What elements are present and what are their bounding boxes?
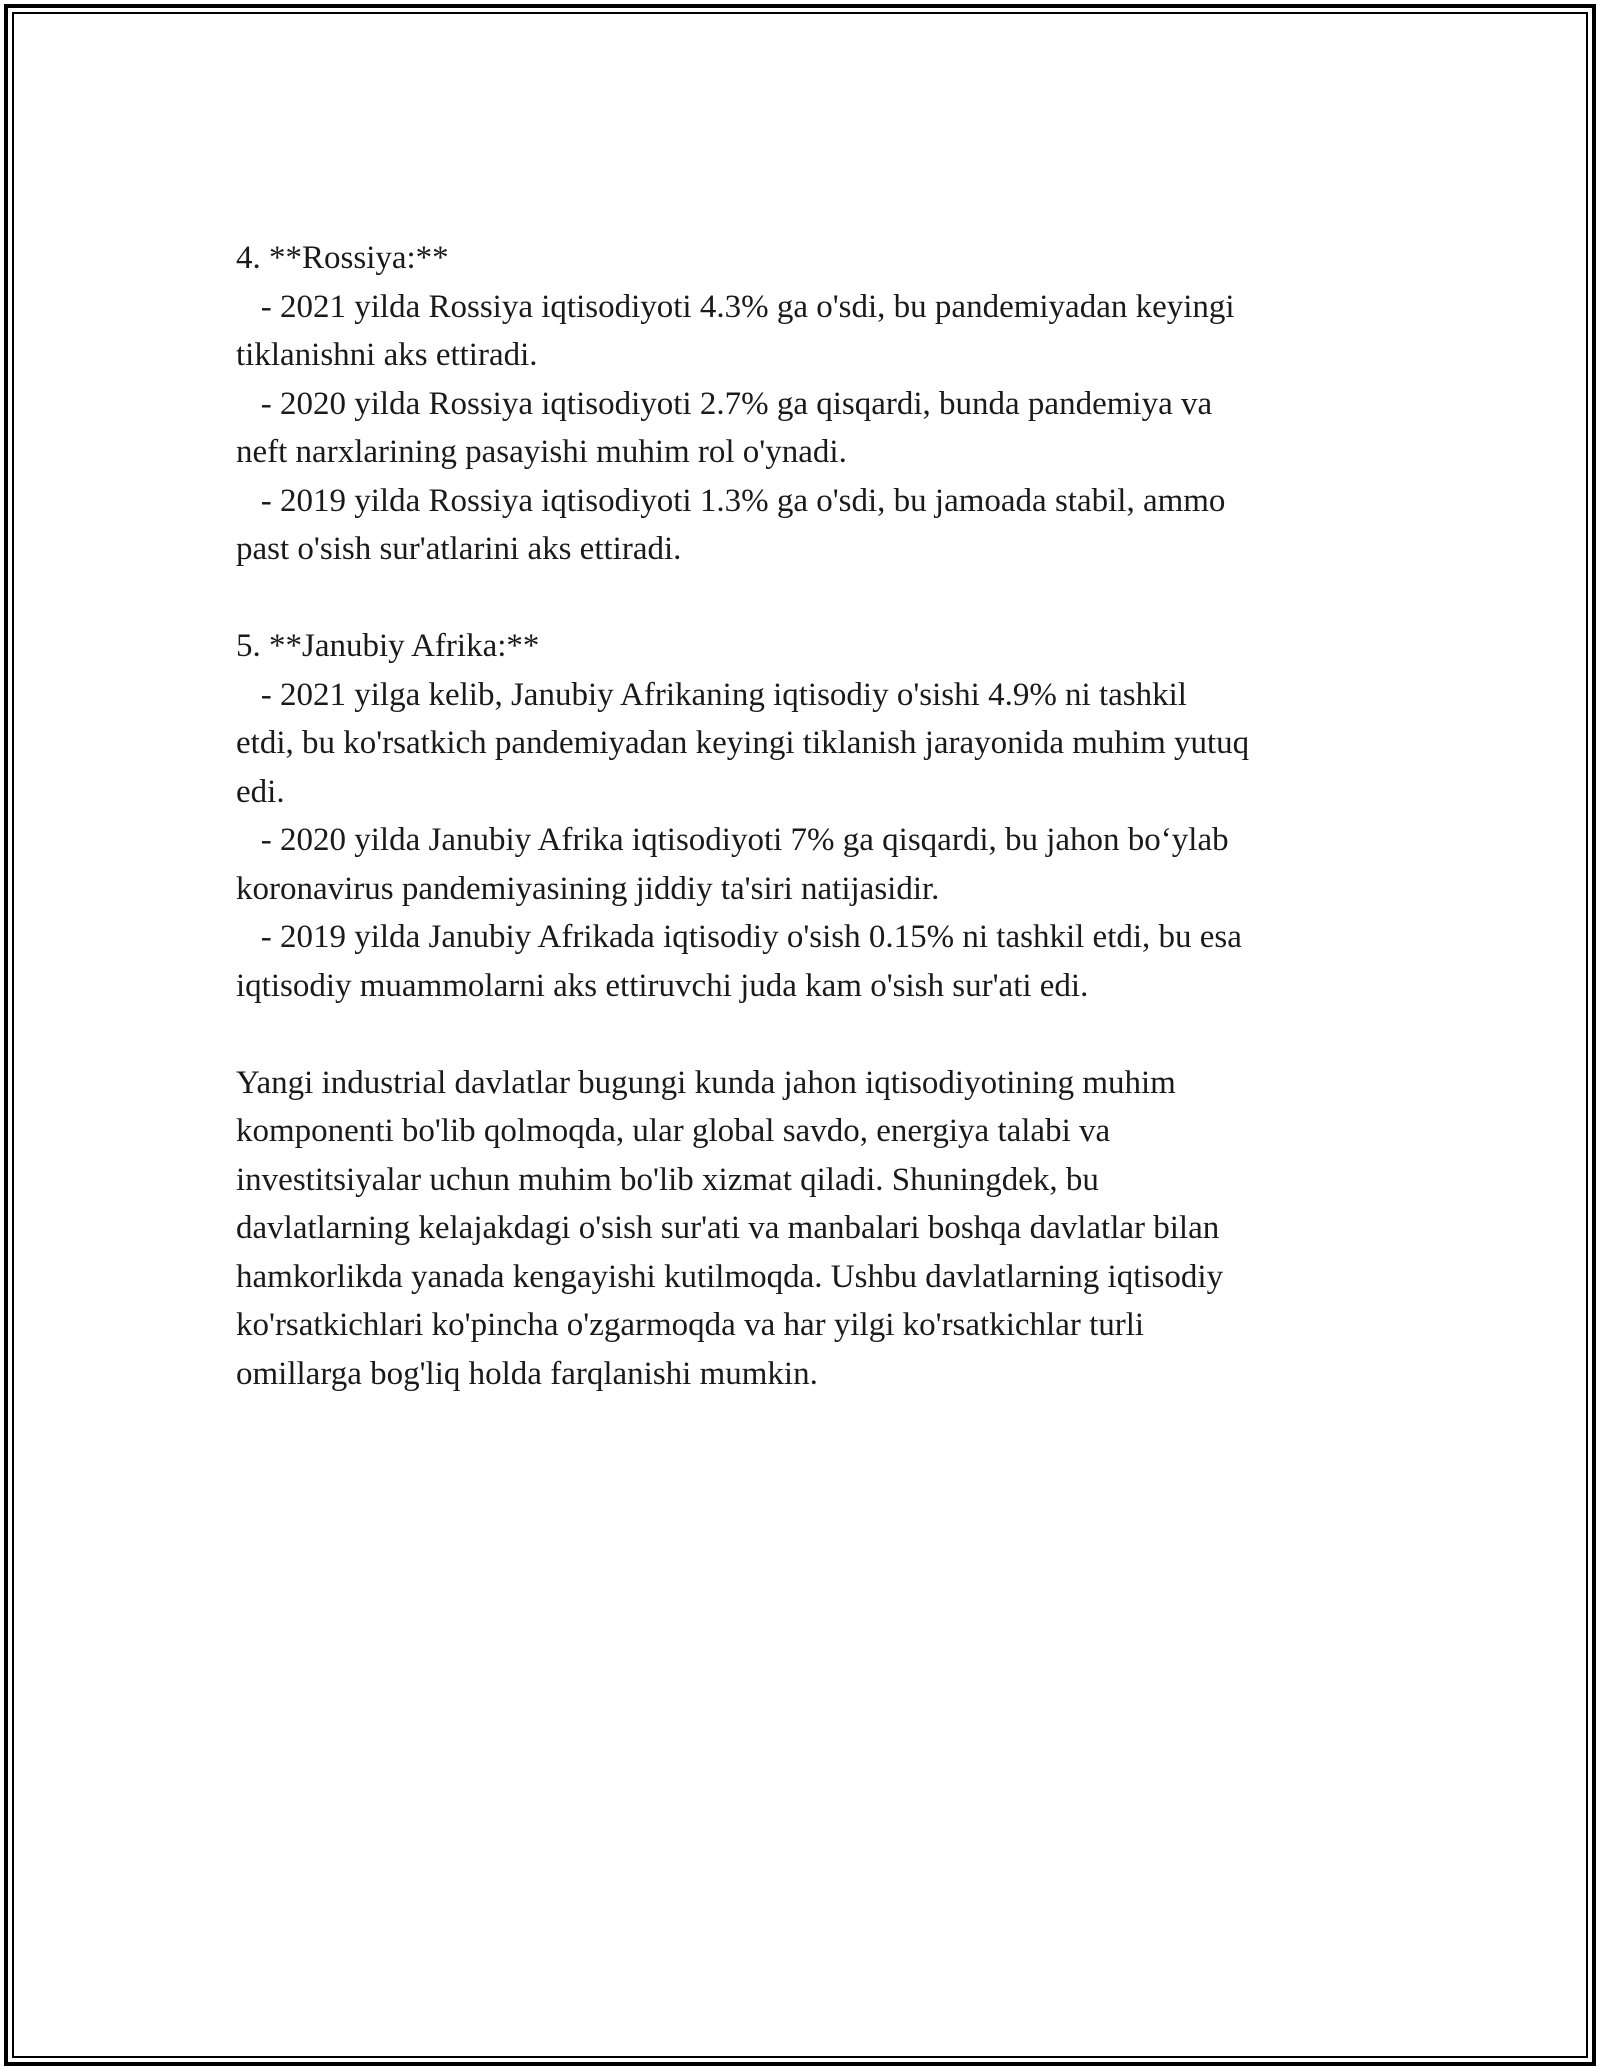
text-line: iqtisodiy muammolarni aks ettiruvchi juda kam o'sish sur'ati edi. xyxy=(236,967,1089,1004)
document-body xyxy=(236,234,1386,1398)
text-line: past o'sish sur'atlarini aks ettiradi. xyxy=(236,531,682,567)
summary-line: komponenti bo'lib qolmoqda, ular global savdo, energiya talabi va xyxy=(236,1113,1111,1149)
summary-line: hamkorlikda yanada kengayishi kutilmoqda. Ushbu davlatlarning iqtisodiy xyxy=(236,1258,1224,1295)
text-line: tiklanishni aks ettiradi. xyxy=(236,337,538,373)
text-line: - 2021 yilga kelib, Janubiy Afrikaning iqtisodiy o'sishi 4.9% ni tashkil xyxy=(236,676,1187,713)
text-line: koronavirus pandemiyasining jiddiy ta'siri natijasidir. xyxy=(236,870,940,907)
blank-line xyxy=(236,1010,1386,1059)
summary-line: omillarga bog'liq holda farqlanishi mumkin. xyxy=(236,1355,818,1392)
text-line: - 2019 yilda Janubiy Afrikada iqtisodiy o'sish 0.15% ni tashkil etdi, bu esa xyxy=(236,919,1242,955)
summary-line: ko'rsatkichlari ko'pincha o'zgarmoqda va har yilgi ko'rsatkichlar turli xyxy=(236,1307,1145,1343)
summary-line: Yangi industrial davlatlar bugungi kunda jahon iqtisodiyotining muhim xyxy=(236,1064,1176,1101)
text-line: etdi, bu ko'rsatkich pandemiyadan keyingi tiklanish jarayonida muhim yutuq xyxy=(236,725,1250,761)
text-line: edi. xyxy=(236,773,285,810)
blank-line xyxy=(236,574,1386,623)
text-line: neft narxlarining pasayishi muhim rol o'ynadi. xyxy=(236,434,847,470)
text-line: - 2019 yilda Rossiya iqtisodiyoti 1.3% ga o'sdi, bu jamoada stabil, ammo xyxy=(236,482,1226,519)
section-heading-russia: 4. **Rossiya:** xyxy=(236,240,449,276)
text-line: - 2021 yilda Rossiya iqtisodiyoti 4.3% ga o'sdi, bu pandemiyadan keyingi xyxy=(236,288,1235,325)
text-line: - 2020 yilda Rossiya iqtisodiyoti 2.7% ga qisqardi, bunda pandemiya va xyxy=(236,385,1213,422)
summary-line: davlatlarning kelajakdagi o'sish sur'ati va manbalari boshqa davlatlar bilan xyxy=(236,1210,1220,1246)
section-heading-south-africa: 5. **Janubiy Afrika:** xyxy=(236,628,540,664)
summary-line: investitsiyalar uchun muhim bo'lib xizmat qiladi. Shuningdek, bu xyxy=(236,1161,1099,1198)
text-line: - 2020 yilda Janubiy Afrika iqtisodiyoti 7% ga qisqardi, bu jahon bo‘ylab xyxy=(236,822,1229,858)
